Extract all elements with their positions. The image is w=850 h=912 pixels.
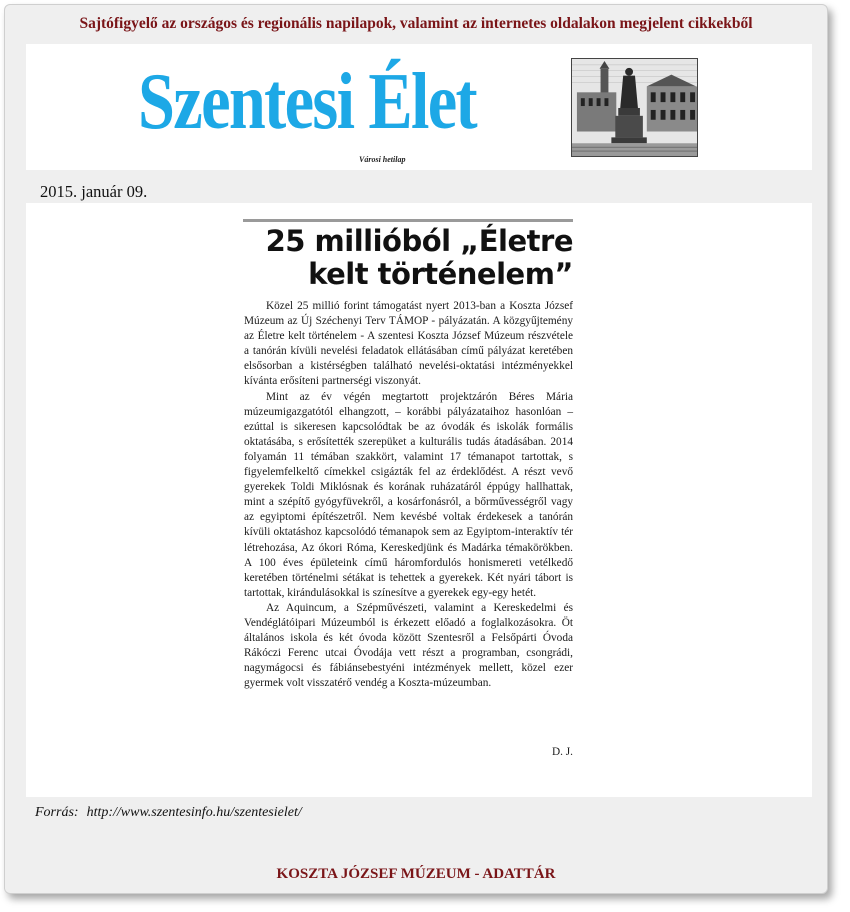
publication-date: 2015. január 09. [40,182,148,201]
top-banner: Sajtófigyelő az országos és regionális napilapok, valamint az internetes oldalakon megjelent cikkekből [79,15,753,32]
source-url[interactable]: http://www.szentesinfo.hu/szentesielet/ [86,805,302,820]
statue-engraving-icon [571,58,698,157]
article-area [26,203,812,797]
footer-archive-title: KOSZTA JÓZSEF MÚZEUM - ADATTÁR [276,866,556,882]
article-headline [243,225,573,291]
article-paragraph-1: Közel 25 millió forint támogatást nyert 2013-ban a Koszta József Múzeum az Új Széchenyi Terv TÁMOP - pályázatán. A közgyűjtemény az Életre kelt történelem - A szentesi Koszta József Múzeum részvétele a tanórán kívüli nevelési feladatok ellátásában című pályázat keretében elsősorban a kistérségben található nevelési-oktatási intézményekkel kívánta erősíteni partnerségi viszonyát. [244,300,573,388]
article-paragraph-3: Az Aquincum, a Szépművészeti, valamint a Kereskedelmi és Vendéglátóipari Múzeumból is érkezett előadó a foglalkozásokra. Öt általános iskola és két óvoda között Szentesről a Felsőpárti Óvoda Rákóczi Ferenc utcai Óvodája vett részt a programban, csongrádi, nagymágocsi és fábiánsebestyéni intézmények mellett, közel ezer gyermek volt visszatérő vendég a Koszta-múzeumban. [244,601,573,690]
article-signature: D. J. [551,746,573,758]
newspaper-masthead [26,44,812,170]
page-frame [4,4,828,894]
headline-line-2: kelt történelem” [308,257,573,291]
newspaper-subtitle: Városi hetilap [359,155,406,164]
article-paragraph-2: Mint az év végén megtartott projektzárón Béres Mária múzeumigazgatótól elhangzott, – korábbi pályázataihoz hasonlóan – ezúttal is sikeresen kapcsolódtak be az óvodák és iskolák formális oktatásába, s erősítették szerepüket a kulturális tudás átadásában. 2014 folyamán 11 témában szakkört, valamint 17 témanapot tartottak, s figyelemfelkeltő címekkel csigázták fel az érdeklődést. A részt vevő gyerekek Toldi Miklósnak és korának ruházatáról éppúgy hallhattak, mint a szépítő gyógyfüvekről, a kosárfonásról, a bőrművességről vagy az egyiptomi építészetről. Nem kevésbé voltak érdekesek a tanórán kívüli oktatáshoz kapcsolódó témanapok sem az Egyiptom-interaktív tér létrehozása, Az ókori Róma, Kereskedjünk és Madárka témakörökben. A 100 éves épületeink című háromfordulós honismereti vetélkedő keretében történelmi sétákat is tehettek a gyerekek. Két nyári tábort is tartottak, kirándulásokkal is színesítve a gyerekek egy-egy hetét. [244,390,573,599]
source-line [35,805,302,821]
headline-divider [243,219,573,222]
newspaper-logo-title: Szentesi Élet [138,58,477,146]
headline-line-1: 25 millióból „Életre [265,224,573,258]
source-label: Forrás: [35,805,79,820]
article-body [244,299,573,691]
